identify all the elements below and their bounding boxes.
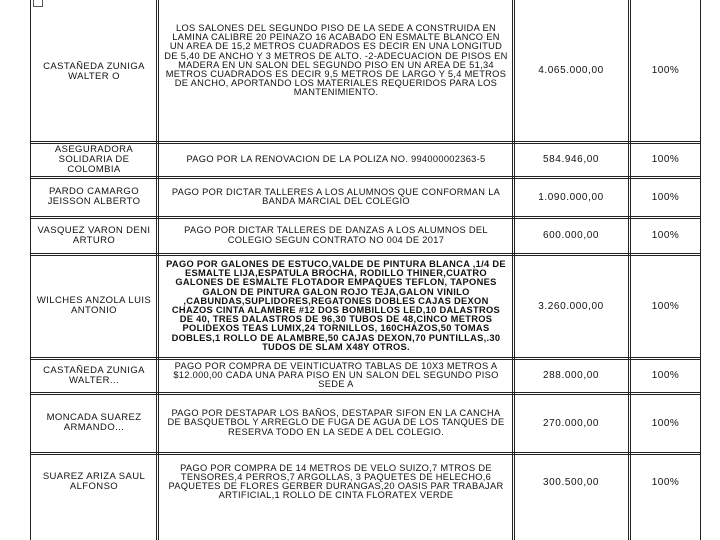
payee-name: CASTAÑEDA ZUNIGA WALTER... [43, 364, 145, 386]
payee-name: WILCHES ANZOLA LUIS ANTONIO [36, 295, 152, 316]
row-divider [30, 392, 701, 393]
payment-value: 300.500,00 [542, 476, 600, 488]
payment-percent: 100% [651, 417, 680, 429]
cell-marker [33, 0, 43, 7]
payee-name: SUAREZ ARIZA SAUL ALFONSO [42, 471, 146, 492]
payment-description: PAGO POR DICTAR TALLERES A LOS ALUMNOS QUE CONFORMAN LA BANDA MARCIAL DEL COLEGIO [171, 186, 501, 206]
payment-value: 3.260.000,00 [538, 300, 604, 312]
column-divider [512, 0, 513, 540]
payment-percent: 100% [651, 476, 680, 488]
payment-percent: 100% [651, 370, 680, 381]
payments-table [30, 0, 701, 540]
payee-name: MONCADA SUAREZ ARMANDO... [46, 412, 142, 433]
row-divider [30, 357, 701, 358]
payment-value: 584.946,00 [542, 154, 600, 165]
table-border-left [30, 0, 31, 540]
payee-name: ASEGURADORA SOLIDARIA DE COLOMBIA [54, 143, 134, 175]
column-divider [158, 0, 159, 540]
row-divider [30, 141, 701, 142]
payment-percent: 100% [651, 65, 680, 76]
row-divider [30, 253, 701, 254]
payment-description: PAGO POR DICTAR TALLERES DE DANZAS A LOS ALUMNOS DEL COLEGIO SEGUN CONTRATO NO 004 DE 2017 [184, 225, 488, 245]
row-divider [30, 216, 701, 217]
payee-name: VASQUEZ VARON DENI ARTURO [37, 224, 151, 246]
payment-percent: 100% [651, 154, 680, 165]
payment-percent: 100% [651, 230, 680, 241]
payment-value: 600.000,00 [542, 230, 600, 241]
row-divider [30, 176, 701, 177]
column-divider [628, 0, 629, 540]
payment-description: LOS SALONES DEL SEGUNDO PISO DE LA SEDE A CONSTRUIDA EN LAMINA CALIBRE 20 PEINAZO 16 ACABADO EN ESMALTE BLANCO EN UN AREA DE 15,2 METROS CUADRADOS ES DECIR EN UNA LONGITUD DE 5,40 DE ANCHO Y 3 METROS DE ALTO. -2-ADECUACION DE PISOS EN MADERA EN UN SALON DEL SEGUNDO PISO EN UN AREA DE 51,34 METROS CUADRADOS ES DECIR 9,5 METROS DE LARGO Y 5,4 METROS DE ANCHO, APORTANDO LOS MATERIALES REQUERIDOS PARA LOS MANTENIMIENTO. [164, 23, 508, 98]
payment-description: PAGO POR LA RENOVACION DE LA POLIZA NO. 994000002363-5 [186, 153, 486, 164]
payment-value: 270.000,00 [542, 417, 600, 429]
payment-percent: 100% [651, 191, 680, 203]
payment-percent: 100% [651, 300, 680, 312]
column-divider [156, 0, 157, 540]
row-divider [30, 452, 701, 453]
payee-name: CASTAÑEDA ZUNIGA WALTER O [43, 61, 145, 82]
payment-value: 288.000,00 [542, 370, 600, 381]
payment-description: PAGO POR DESTAPAR LOS BAÑOS, DESTAPAR SIFON EN LA CANCHA DE BASQUETBOL Y ARREGLO DE FUGA DE AGUA DE LOS TANQUES DE RESERVA TODO EN LA SEDE A DEL COLEGIO. [167, 408, 505, 437]
payment-value: 4.065.000,00 [538, 65, 604, 76]
payee-name: PARDO CAMARGO JEISSON ALBERTO [47, 186, 141, 207]
payment-description: PAGO POR GALONES DE ESTUCO,VALDE DE PINTURA BLANCA ,1/4 DE ESMALTE LIJA,ESPATULA BROCHA, RODILLO THINER,CUATRO GALONES DE ESMALTE FLOTADOR EMPAQUES TEFLON, TAPONES GALON DE PINTURA GALON ROJO TEJA,GALON VINILO ,CABUNDAS,SUPLIDORES,REGATONES DOBLES CAJAS DEXON CHAZOS CINTA ALAMBRE #12 DOS BOMBILLOS LED,10 DALASTROS DE 40, TRES DALASTROS DE 96,30 TUBOS DE 48,CINCO METROS POLIDEXOS TEAS LUMIX,24 TORNILLOS, 160CHAZOS,50 TOMAS DOBLES,1 ROLLO DE ALAMBRE,50 CAJAS DEXON,70 PUNTILLAS,.30 TUDOS DE SLAM X48Y OTROS. [166, 258, 506, 352]
payment-description: PAGO POR COMPRA DE VEINTICUATRO TABLAS DE 10X3 METROS A $12.000,00 CADA UNA PARA PISO EN UN SALON DEL SEGUNDO PISO SEDE A [173, 360, 499, 390]
payment-value: 1.090.000,00 [538, 191, 604, 203]
payment-description: PAGO POR COMPRA DE 14 METROS DE VELO SUIZO,7 MTROS DE TENSORES,4 PERROS,7 ARGOLLAS, 3 PAQUETES DE HELECHO,6 PAQUETES DE FLORES GERBER DURANGAS,20 OASIS PAR TRABAJAR ARTIFICIAL,1 ROLLO DE CINTA FLORATEX VERDE [168, 462, 504, 501]
